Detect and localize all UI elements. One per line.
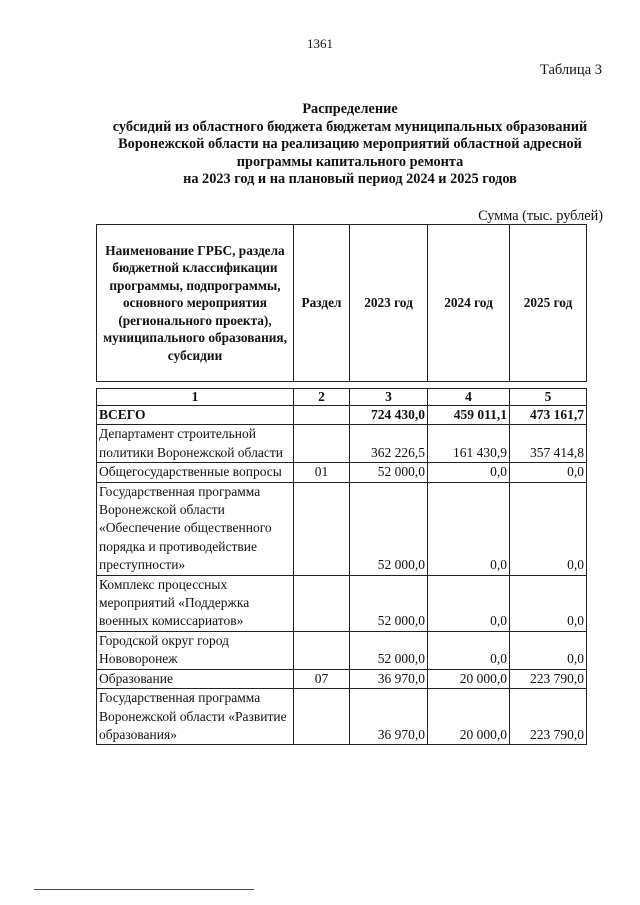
row-value-2025: 223 790,0	[510, 669, 587, 688]
column-number: 1	[97, 389, 294, 406]
document-title	[60, 101, 640, 189]
row-value-2023: 724 430,0	[350, 406, 428, 425]
row-section	[294, 631, 350, 669]
title-line: на 2023 год и на плановый период 2024 и 2025 годов	[183, 171, 517, 188]
header-2024: 2024 год	[428, 225, 510, 382]
row-value-2024: 20 000,0	[428, 669, 510, 688]
row-name: Комплекс процессных мероприятий «Поддержка военных комиссариатов»	[97, 575, 294, 631]
row-value-2023: 36 970,0	[350, 669, 428, 688]
row-section	[294, 689, 350, 745]
row-value-2024: 0,0	[428, 463, 510, 482]
table-row	[97, 482, 587, 575]
row-section	[294, 425, 350, 463]
table-row	[97, 669, 587, 688]
row-section	[294, 575, 350, 631]
row-name: Государственная программа Воронежской области «Обеспечение общественного порядка и противодействие преступности»	[97, 482, 294, 575]
title-line: субсидий из областного бюджета бюджетам муниципальных образований	[112, 118, 588, 135]
column-number: 3	[350, 389, 428, 406]
table-row	[97, 425, 587, 463]
row-value-2023: 36 970,0	[350, 689, 428, 745]
row-value-2024: 0,0	[428, 575, 510, 631]
row-value-2024: 161 430,9	[428, 425, 510, 463]
table-row	[97, 575, 587, 631]
row-value-2023: 52 000,0	[350, 482, 428, 575]
row-value-2025: 0,0	[510, 631, 587, 669]
header-2023: 2023 год	[350, 225, 428, 382]
row-value-2025: 0,0	[510, 575, 587, 631]
row-name: Общегосударственные вопросы	[97, 463, 294, 482]
row-value-2025: 223 790,0	[510, 689, 587, 745]
row-name: Департамент строительной политики Воронежской области	[97, 425, 294, 463]
table-label: Таблица 3	[539, 62, 602, 78]
row-value-2025: 0,0	[510, 482, 587, 575]
sum-units-label: Сумма (тыс. рублей)	[478, 208, 603, 224]
row-name: ВСЕГО	[97, 406, 294, 425]
row-name: Образование	[97, 669, 294, 688]
row-value-2024: 0,0	[428, 631, 510, 669]
column-number: 4	[428, 389, 510, 406]
budget-table	[96, 388, 587, 745]
column-number: 5	[510, 389, 587, 406]
row-value-2023: 52 000,0	[350, 463, 428, 482]
row-value-2025: 357 414,8	[510, 425, 587, 463]
header-section: Раздел	[294, 225, 350, 382]
row-section	[294, 482, 350, 575]
table-header	[96, 224, 587, 382]
table-row	[97, 689, 587, 745]
row-value-2023: 362 226,5	[350, 425, 428, 463]
row-value-2025: 0,0	[510, 463, 587, 482]
header-2025: 2025 год	[510, 225, 587, 382]
header-name: Наименование ГРБС, раздела бюджетной классификации программы, подпрограммы, основного мероприятия (регионального проекта), муниципального образования, субсидии	[97, 225, 294, 382]
title-line: Распределение	[302, 101, 398, 117]
page-number: 1361	[307, 36, 333, 51]
row-value-2025: 473 161,7	[510, 406, 587, 425]
column-number: 2	[294, 389, 350, 406]
table-row	[97, 463, 587, 482]
row-value-2024: 0,0	[428, 482, 510, 575]
title-line: программы капитального ремонта	[236, 153, 464, 170]
row-value-2023: 52 000,0	[350, 631, 428, 669]
row-section	[294, 406, 350, 425]
footnote-divider	[34, 889, 254, 890]
table-row-total	[97, 406, 587, 425]
row-value-2024: 20 000,0	[428, 689, 510, 745]
row-name: Государственная программа Воронежской области «Развитие образования»	[97, 689, 294, 745]
title-line: Воронежской области на реализацию мероприятий областной адресной	[118, 136, 582, 153]
row-section: 01	[294, 463, 350, 482]
row-section: 07	[294, 669, 350, 688]
row-value-2023: 52 000,0	[350, 575, 428, 631]
table-row	[97, 631, 587, 669]
row-name: Городской округ город Нововоронеж	[97, 631, 294, 669]
column-number-row	[97, 389, 587, 406]
row-value-2024: 459 011,1	[428, 406, 510, 425]
